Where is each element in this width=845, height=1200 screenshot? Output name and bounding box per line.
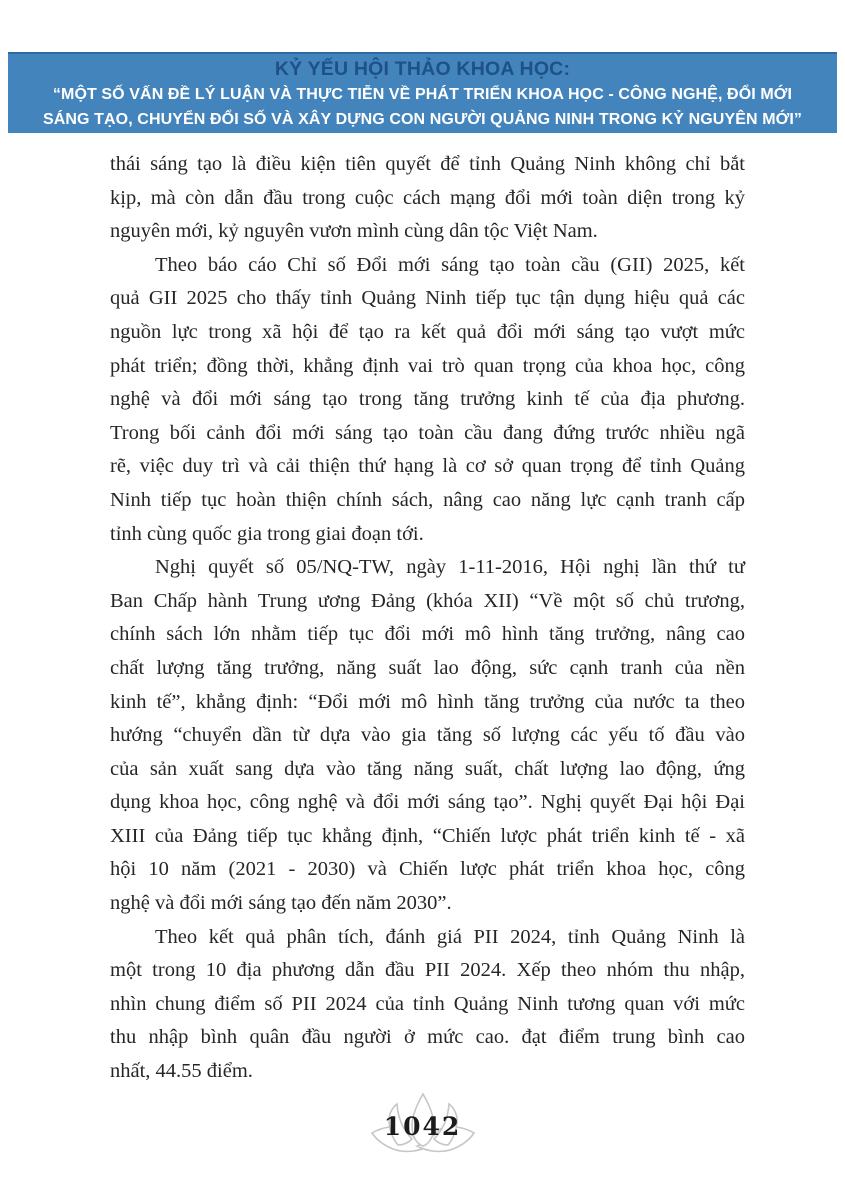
text-line: Theo kết quả phân tích, đánh giá PII 2024, tỉnh Quảng Ninh là [155,925,745,948]
page-footer [0,1092,845,1162]
paragraph [110,551,745,921]
text-line: XIII của Đảng tiếp tục khẳng định, “Chiến lược phát triển kinh tế - xã [110,824,745,847]
page-number: 1042 [383,1112,462,1141]
header-subtitle-line2: SÁNG TẠO, CHUYỂN ĐỔI SỐ VÀ XÂY DỰNG CON NGƯỜI QUẢNG NINH TRONG KỶ NGUYÊN MỚI” [42,110,803,128]
text-line: Ban Chấp hành Trung ương Đảng (khóa XII) “Về một số chủ trương, [110,589,745,612]
text-line: Ninh tiếp tục hoàn thiện chính sách, nâng cao năng lực cạnh tranh cấp [110,488,745,511]
text-line: thu nhập bình quân đầu người ở mức cao. đạt điểm trung bình cao [110,1026,745,1049]
text-line: phát triển; đồng thời, khẳng định vai trò quan trọng của khoa học, công [110,354,745,377]
text-line: nghệ và đổi mới sáng tạo trong tăng trưởng kinh tế của địa phương. [110,388,745,411]
text-line: nhìn chung điểm số PII 2024 của tỉnh Quảng Ninh tương quan với mức [110,992,745,1015]
text-line: nghệ và đổi mới sáng tạo đến năm 2030”. [110,892,452,915]
text-line: Theo báo cáo Chỉ số Đổi mới sáng tạo toàn cầu (GII) 2025, kết [155,253,745,276]
text-line: Nghị quyết số 05/NQ-TW, ngày 1-11-2016, Hội nghị lần thứ tư [155,556,745,579]
text-line: chất lượng tăng trưởng, năng suất lao động, sức cạnh tranh của nền [110,656,745,679]
text-line: thái sáng tạo là điều kiện tiên quyết để tỉnh Quảng Ninh không chỉ bắt [110,153,745,175]
paragraph [110,921,745,1089]
conference-header-banner [8,52,837,133]
text-line: Trong bối cảnh đổi mới sáng tạo toàn cầu đang đứng trước nhiều ngã [110,421,745,444]
text-line: kinh tế”, khẳng định: “Đổi mới mô hình tăng trưởng của nước ta theo [110,690,745,713]
text-line: quả GII 2025 cho thấy tỉnh Quảng Ninh tiếp tục tận dụng hiệu quả các [110,287,745,310]
page-number-ornament [361,1092,485,1162]
paragraph [110,249,745,551]
body-text [110,148,745,1089]
text-line: hướng “chuyển dần từ dựa vào gia tăng số lượng các yếu tố đầu vào [110,724,745,747]
text-line: nguồn lực trong xã hội để tạo ra kết quả đổi mới sáng tạo vượt mức [110,320,745,343]
header-subtitle-line1: “MỘT SỐ VẤN ĐỀ LÝ LUẬN VÀ THỰC TIỄN VỀ PHÁT TRIỂN KHOA HỌC - CÔNG NGHỆ, ĐỔI MỚI [52,85,793,103]
text-line: dụng khoa học, công nghệ và đổi mới sáng tạo”. Nghị quyết Đại hội Đại [110,791,745,814]
text-line: nhất, 44.55 điểm. [110,1060,253,1083]
text-line: kịp, mà còn dẫn đầu trong cuộc cách mạng đổi mới toàn diện trong kỷ [110,186,745,209]
text-line: của sản xuất sang dựa vào tăng năng suất, chất lượng lao động, ứng [110,757,745,780]
text-line: tỉnh cùng quốc gia trong giai đoạn tới. [110,522,424,545]
paragraph [110,148,745,249]
text-line: rẽ, việc duy trì và cải thiện thứ hạng là cơ sở quan trọng để tỉnh Quảng [110,455,745,478]
text-line: nguyên mới, kỷ nguyên vươn mình cùng dân tộc Việt Nam. [110,220,598,243]
text-line: chính sách lớn nhằm tiếp tục đổi mới mô hình tăng trưởng, nâng cao [110,623,745,646]
text-line: hội 10 năm (2021 - 2030) và Chiến lược phát triển khoa học, công [110,858,745,881]
text-line: một trong 10 địa phương dẫn đầu PII 2024. Xếp theo nhóm thu nhập, [110,959,745,982]
header-title: KỶ YẾU HỘI THẢO KHOA HỌC: [274,57,571,80]
